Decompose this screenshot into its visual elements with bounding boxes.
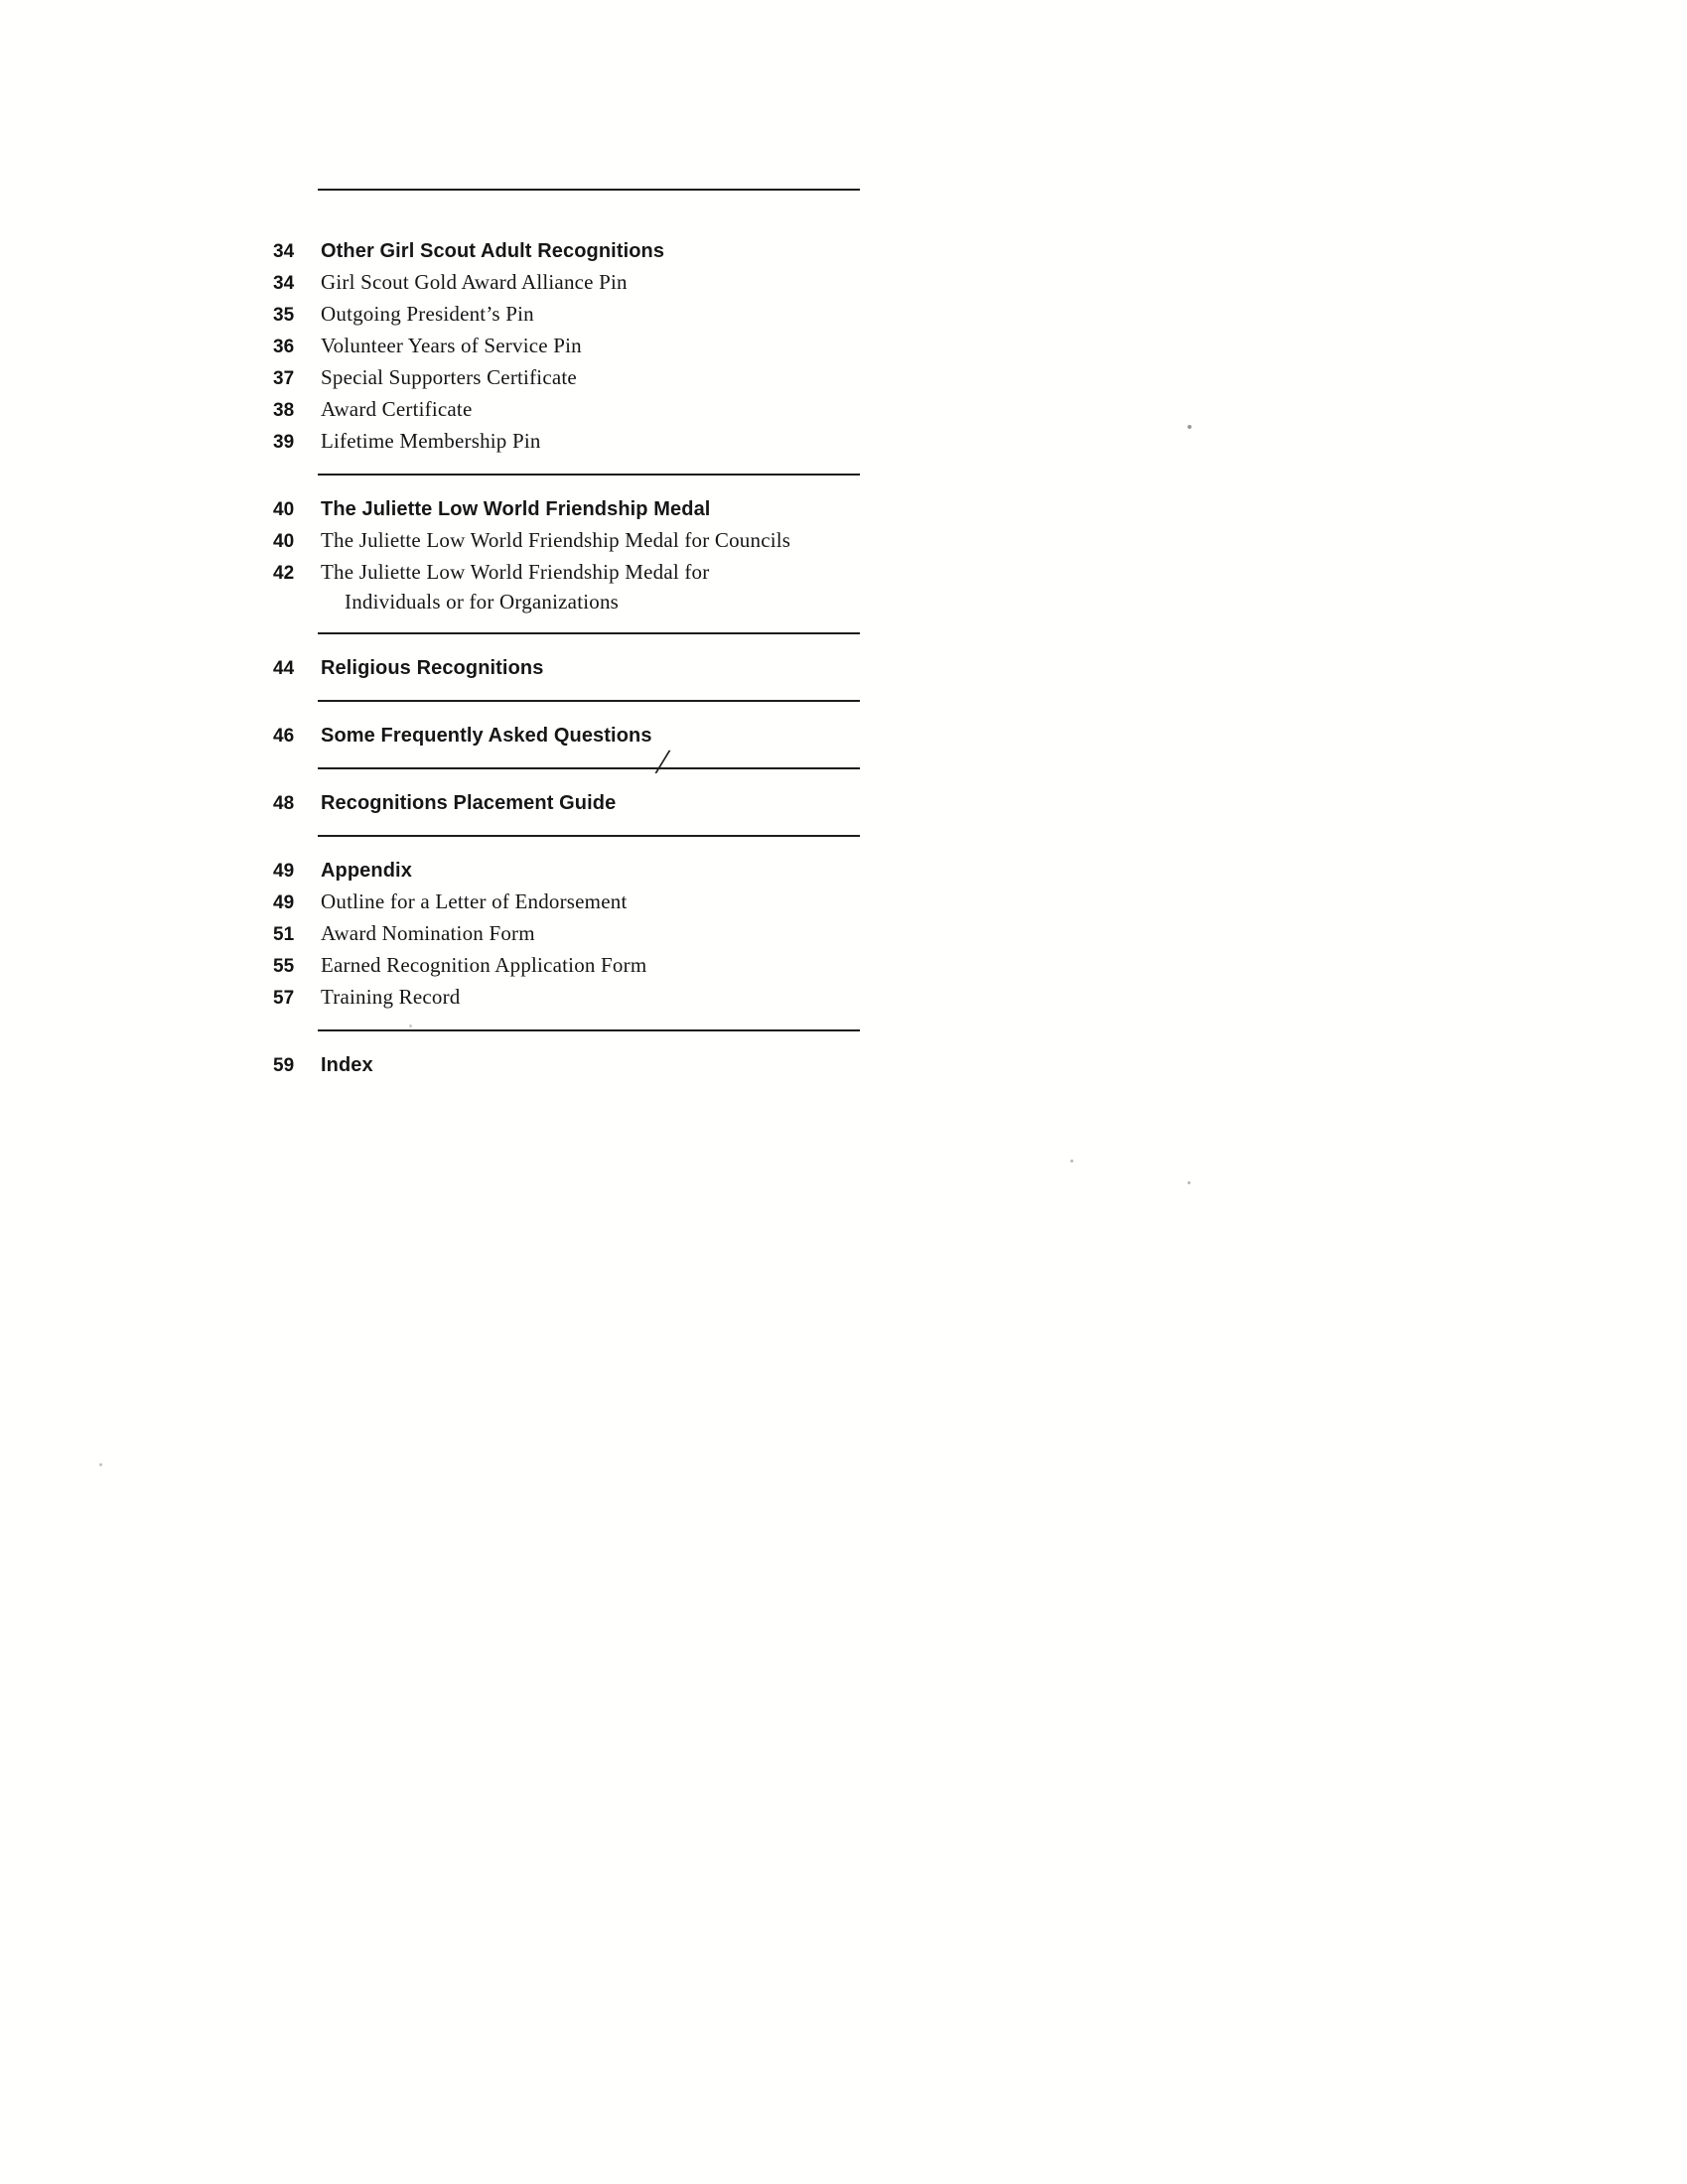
- section-divider-rule: [318, 189, 860, 191]
- toc-page-number: 44: [273, 658, 295, 679]
- toc-page-number: 55: [273, 956, 295, 977]
- toc-heading-row: [273, 494, 909, 525]
- toc-page-number: 57: [273, 988, 295, 1009]
- toc-heading-row: [273, 653, 909, 684]
- toc-entry-row: [273, 362, 909, 394]
- toc-entry-title: Award Nomination Form: [321, 921, 535, 945]
- toc-entry-row: [273, 299, 909, 331]
- toc-heading-title: Recognitions Placement Guide: [321, 792, 617, 814]
- toc-heading-row: [273, 856, 909, 887]
- scan-speck: [1070, 1160, 1073, 1162]
- toc-entry-title: Volunteer Years of Service Pin: [321, 334, 582, 357]
- toc-page-number: 40: [273, 499, 295, 520]
- toc-entry-title: The Juliette Low World Friendship Medal for Councils: [321, 528, 791, 552]
- toc-entry-title: Earned Recognition Application Form: [321, 953, 647, 977]
- section-divider-rule: [318, 1029, 860, 1031]
- toc-page-number: 59: [273, 1055, 295, 1076]
- toc-page-number: 35: [273, 305, 295, 326]
- toc-page-number: 48: [273, 793, 295, 814]
- toc-heading-title: The Juliette Low World Friendship Medal: [321, 498, 711, 520]
- toc-heading-row: [273, 236, 909, 267]
- toc-entry-row: [273, 887, 909, 918]
- toc-entry-row: [273, 426, 909, 458]
- toc-entry-title: Outgoing President’s Pin: [321, 302, 534, 326]
- pen-mark-slash: /: [655, 741, 669, 782]
- table-of-contents: [273, 189, 909, 1081]
- section-divider-rule: [318, 767, 860, 769]
- toc-page-number: 42: [273, 563, 295, 584]
- toc-heading-row: [273, 721, 909, 751]
- toc-entry-title: Outline for a Letter of Endorsement: [321, 889, 628, 913]
- toc-heading-title: Appendix: [321, 860, 412, 882]
- section-divider-rule: [318, 474, 860, 476]
- toc-page-number: 49: [273, 861, 295, 882]
- toc-entry-row: [273, 950, 909, 982]
- toc-entry-title: Training Record: [321, 985, 461, 1009]
- toc-entry-title-line1: The Juliette Low World Friendship Medal for: [321, 560, 710, 584]
- toc-heading-title: Other Girl Scout Adult Recognitions: [321, 240, 665, 262]
- toc-page-number: 40: [273, 531, 295, 552]
- toc-entry-row: [273, 394, 909, 426]
- section-divider-rule: [318, 835, 860, 837]
- toc-entry-row: [273, 918, 909, 950]
- toc-page-number: 37: [273, 368, 295, 389]
- toc-page-number: 38: [273, 400, 295, 421]
- toc-entry-title: Special Supporters Certificate: [321, 365, 577, 389]
- toc-heading-title: Religious Recognitions: [321, 657, 544, 679]
- toc-entry-row: [273, 557, 909, 616]
- scan-speck: [409, 1024, 412, 1027]
- toc-heading-title: Index: [321, 1054, 373, 1076]
- toc-entry-title: Girl Scout Gold Award Alliance Pin: [321, 270, 628, 294]
- toc-heading-row: [273, 788, 909, 819]
- toc-entry-title-line2: Individuals or for Organizations: [345, 590, 620, 614]
- section-divider-rule: [318, 632, 860, 634]
- scan-speck: [1188, 1181, 1191, 1184]
- toc-page-number: 34: [273, 241, 295, 262]
- section-divider-rule: [318, 700, 860, 702]
- toc-entry-title: Lifetime Membership Pin: [321, 429, 541, 453]
- scan-speck: [99, 1463, 102, 1466]
- toc-entry-row: [273, 982, 909, 1014]
- scan-speck: [1188, 425, 1192, 429]
- toc-entry-row: [273, 525, 909, 557]
- toc-page-number: 46: [273, 726, 295, 747]
- toc-page-number: 51: [273, 924, 295, 945]
- toc-heading-title: Some Frequently Asked Questions: [321, 725, 652, 747]
- toc-page-number: 36: [273, 337, 295, 357]
- toc-entry-row: [273, 267, 909, 299]
- toc-page-number: 34: [273, 273, 295, 294]
- toc-page-number: 49: [273, 892, 295, 913]
- toc-entry-title: Award Certificate: [321, 397, 473, 421]
- toc-entry-row: [273, 331, 909, 362]
- toc-heading-row: [273, 1050, 909, 1081]
- toc-entry-title: [321, 557, 709, 616]
- toc-page-number: 39: [273, 432, 295, 453]
